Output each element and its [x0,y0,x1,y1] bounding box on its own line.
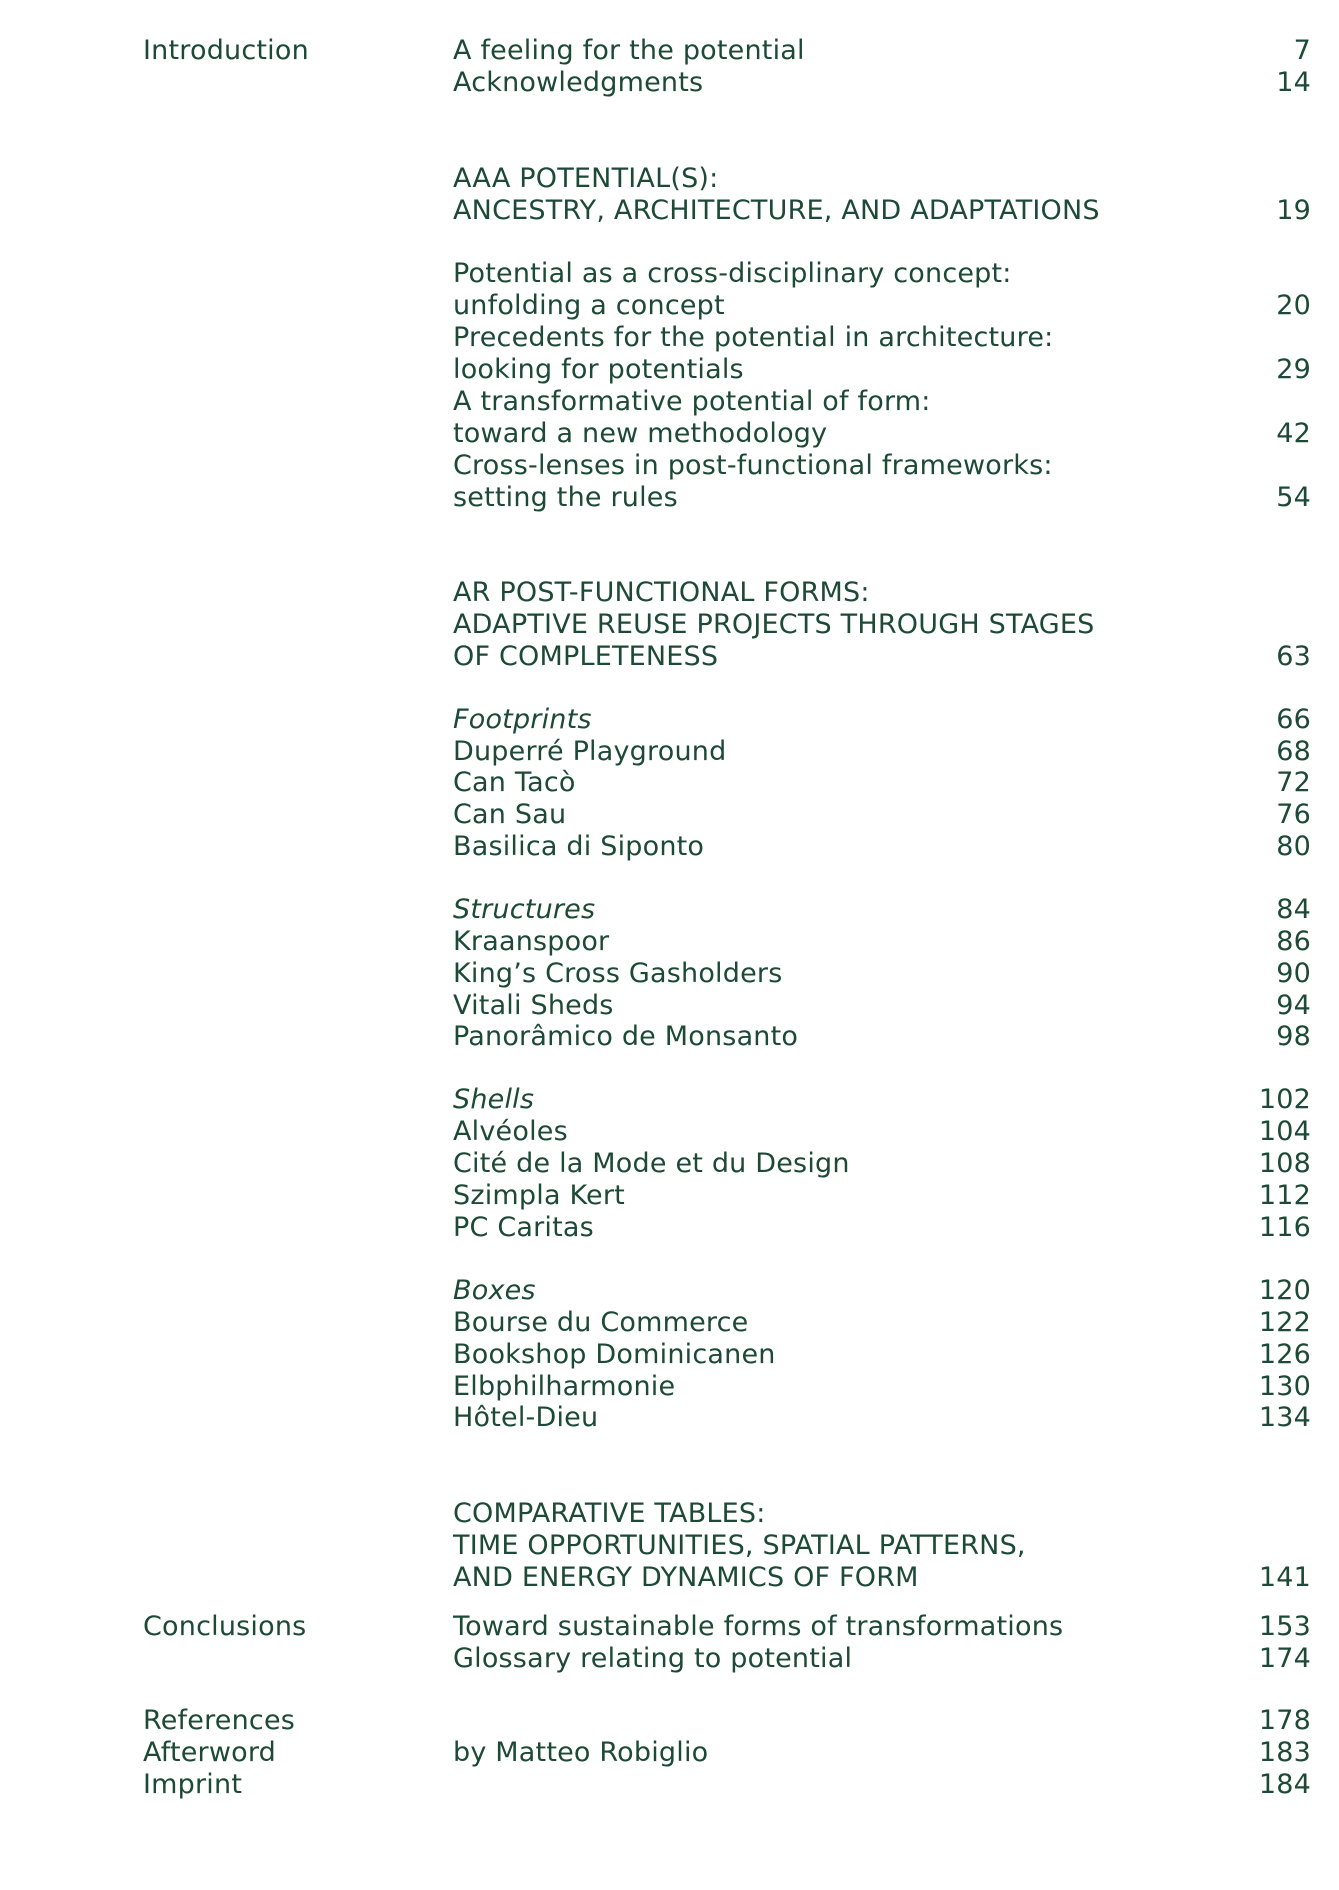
toc-category: Boxes [453,1275,536,1306]
toc-category: Structures [453,894,596,925]
toc-category: Shells [453,1084,535,1115]
page-number: 84 [1276,894,1311,925]
page-number: 108 [1258,1148,1311,1179]
toc-title: Bookshop Dominicanen [453,1339,776,1370]
page-number: 184 [1258,1769,1311,1800]
toc-title: Bourse du Commerce [453,1307,749,1338]
section-label-conclusions: Conclusions [143,1611,307,1642]
page-number: 54 [1276,482,1311,513]
page-number: 68 [1276,736,1311,767]
page-number: 72 [1276,767,1311,798]
toc-title: Can Tacò [453,767,576,798]
section-label-afterword: Afterword [143,1737,277,1768]
page-number: 120 [1258,1275,1311,1306]
toc-title: Szimpla Kert [453,1180,625,1211]
page-number: 122 [1258,1307,1311,1338]
page-number: 80 [1276,831,1311,862]
toc-part-heading: AAA POTENTIAL(S): [453,163,719,194]
page-number: 76 [1276,799,1311,830]
toc-title: Acknowledgments [453,67,704,98]
page-number: 66 [1276,704,1311,735]
toc-title: Glossary relating to potential [453,1643,853,1674]
toc-title: PC Caritas [453,1212,594,1243]
toc-title: Duperré Playground [453,736,727,767]
section-label-imprint: Imprint [143,1769,243,1800]
toc-title: Panorâmico de Monsanto [453,1021,799,1052]
toc-title: Basilica di Siponto [453,831,705,862]
toc-title: Toward sustainable forms of transformations [453,1611,1064,1642]
page-number: 19 [1276,195,1311,226]
page-number: 102 [1258,1084,1311,1115]
page-number: 130 [1258,1371,1311,1402]
toc-title: Vitali Sheds [453,990,614,1021]
page-number: 7 [1293,35,1311,66]
page-number: 94 [1276,990,1311,1021]
page-number: 86 [1276,926,1311,957]
toc-title: A feeling for the potential [453,35,805,66]
page-number: 90 [1276,958,1311,989]
page-number: 20 [1276,290,1311,321]
toc-title: Precedents for the potential in architecture: [453,322,1054,353]
toc-title: Elbphilharmonie [453,1371,676,1402]
toc-title: A transformative potential of form: [453,386,931,417]
page-number: 141 [1258,1562,1311,1593]
toc-title: setting the rules [453,482,678,513]
toc-title: toward a new methodology [453,418,828,449]
page-number: 42 [1276,418,1311,449]
page-number: 183 [1258,1737,1311,1768]
toc-category: Footprints [453,704,592,735]
toc-title: Alvéoles [453,1116,568,1147]
toc-part-heading: ANCESTRY, ARCHITECTURE, AND ADAPTATIONS [453,195,1100,226]
page-number: 104 [1258,1116,1311,1147]
toc-title: by Matteo Robiglio [453,1737,709,1768]
toc-part-heading: TIME OPPORTUNITIES, SPATIAL PATTERNS, [453,1530,1026,1561]
toc-title: Cross-lenses in post-functional frameworks: [453,450,1053,481]
page-number: 174 [1258,1643,1311,1674]
toc-part-heading: AR POST-FUNCTIONAL FORMS: [453,577,870,608]
toc-title: Hôtel-Dieu [453,1402,599,1433]
toc-part-heading: ADAPTIVE REUSE PROJECTS THROUGH STAGES [453,609,1095,640]
page-number: 126 [1258,1339,1311,1370]
toc-part-heading: COMPARATIVE TABLES: [453,1498,766,1529]
page-number: 29 [1276,354,1311,385]
page-number: 63 [1276,641,1311,672]
page-number: 178 [1258,1705,1311,1736]
section-label-introduction: Introduction [143,35,309,66]
toc-title: unfolding a concept [453,290,725,321]
toc-title: Can Sau [453,799,567,830]
toc-title: looking for potentials [453,354,744,385]
toc-title: Kraanspoor [453,926,610,957]
page-number: 14 [1276,67,1311,98]
page-number: 116 [1258,1212,1311,1243]
toc-part-heading: AND ENERGY DYNAMICS OF FORM [453,1562,919,1593]
toc-part-heading: OF COMPLETENESS [453,641,719,672]
page-number: 134 [1258,1402,1311,1433]
section-label-references: References [143,1705,296,1736]
page-number: 98 [1276,1021,1311,1052]
page-number: 153 [1258,1611,1311,1642]
toc-title: King’s Cross Gasholders [453,958,783,989]
toc-title: Cité de la Mode et du Design [453,1148,850,1179]
page-number: 112 [1258,1180,1311,1211]
toc-title: Potential as a cross-disciplinary concept: [453,258,1012,289]
